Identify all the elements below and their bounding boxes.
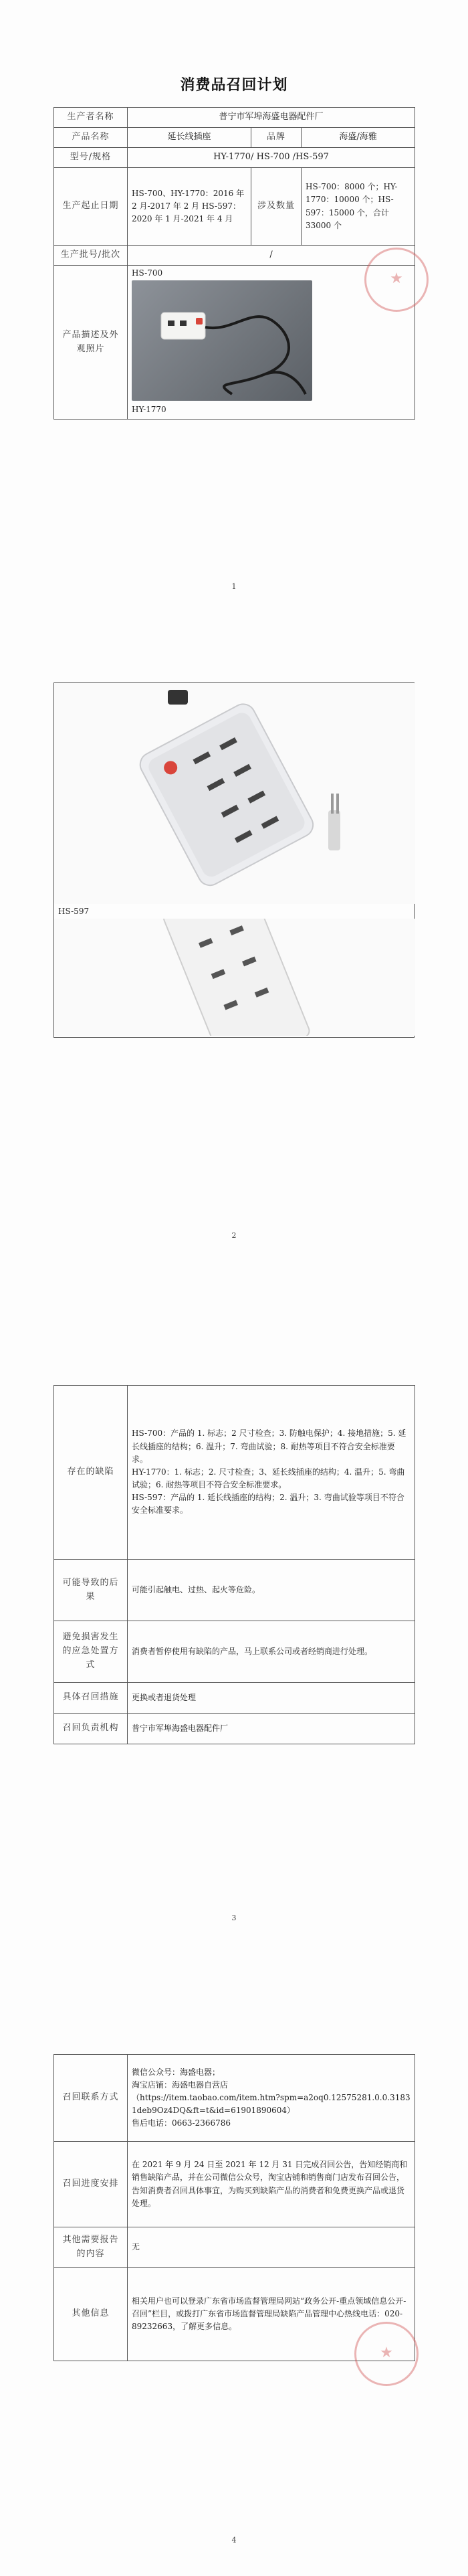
taobao-link[interactable]: （https://item.taobao.com/item.htm?spm=a2oq0.12575281.0.0.31831deb9Oz4DQ&ft=t&id=61901890604）: [132, 2092, 411, 2116]
schedule-label: 召回进度安排: [54, 2142, 128, 2227]
production-dates-label: 生产起止日期: [54, 168, 128, 246]
page-number-1: 1: [231, 582, 237, 591]
emergency-value: 消费者暂停使用有缺陷的产品，马上联系公司或者经销商进行处理。: [128, 1621, 415, 1683]
photo-caption-hs597: HS-597: [58, 907, 90, 916]
manufacturer-label: 生产者名称: [54, 108, 128, 128]
recall-table-page3: [53, 1385, 415, 1744]
product-photo-label: 产品描述及外观照片: [54, 266, 128, 420]
other-info-value: 相关用户也可以登录广东省市场监督管理局网站“政务公开-重点领域信息公开-召回”栏目，或拨打广东省市场监督管理局缺陷产品管理中心热线电话：020-89232663，了解更多信息。: [128, 2268, 415, 2361]
schedule-value: 在 2021 年 9 月 24 日至 2021 年 12 月 31 日完成召回公告，告知经销商和销售缺陷产品，并在公司微信公众号，淘宝店铺和销售商门店发布召回公告，告知消费者召回具体事宜，为购买到缺陷产品的消费者和免费更换产品或退货处理。: [128, 2142, 415, 2227]
emergency-label: 避免损害发生的应急处置方式: [54, 1621, 128, 1683]
production-dates-value: HS-700、HY-1770：2016 年 2 月-2017 年 2 月 HS-597：2020 年 1 月-2021 年 4 月: [128, 168, 251, 246]
batch-value: /: [128, 246, 415, 266]
official-seal-stamp-2: [354, 2322, 419, 2386]
defect-hs700: HS-700：产品的 1. 标志；2 尺寸检查；3. 防触电保护；4. 接地措施；5. 延长线插座的结构；6. 温升；7. 弯曲试验；8. 耐热等项目不符合安全标准要求。: [132, 1429, 406, 1464]
defect-hy1770: HY-1770：1. 标志；2. 尺寸检查；3、延长线插座的结构；4. 温升；5. 弯曲试验；6. 耐热等项目不符合安全标准要求。: [132, 1467, 405, 1490]
brand-label: 品牌: [251, 128, 302, 148]
brand-value: 海盛/海雅: [302, 128, 415, 148]
wechat-account: 微信公众号：海盛电器；: [132, 2067, 221, 2077]
svg-text:★: ★: [380, 2344, 393, 2361]
product-photo-hy1770: [54, 683, 415, 904]
recall-table-page4: [53, 2054, 415, 2361]
recall-measures-value: 更换或者退货处理: [128, 1683, 415, 1714]
consequences-label: 可能导致的后果: [54, 1560, 128, 1621]
model-label: 型号/规格: [54, 148, 128, 168]
batch-label: 生产批号/批次: [54, 246, 128, 266]
responsible-agency-label: 召回负责机构: [54, 1714, 128, 1744]
quantity-value: HS-700：8000 个；HY-1770：10000 个；HS-597：15000 个，合计 33000 个: [302, 168, 415, 246]
recall-table-page1: [53, 107, 415, 420]
other-info-label: 其他信息: [54, 2268, 128, 2361]
page-number-3: 3: [231, 1914, 237, 1922]
product-photo-hs700: [132, 280, 312, 401]
product-photo-hs597: [54, 919, 415, 1036]
consequences-value: 可能引起触电、过热、起火等危险。: [128, 1560, 415, 1621]
taobao-store: 淘宝店铺：海盛电器自营店: [132, 2080, 229, 2090]
defects-label: 存在的缺陷: [54, 1386, 128, 1560]
other-report-value: 无: [128, 2227, 415, 2268]
other-report-label: 其他需要报告的内容: [54, 2227, 128, 2268]
model-value: HY-1770/ HS-700 /HS-597: [128, 148, 415, 168]
product-name-label: 产品名称: [54, 128, 128, 148]
product-name-value: 延长线插座: [128, 128, 251, 148]
contact-label: 召回联系方式: [54, 2055, 128, 2142]
svg-text:★: ★: [390, 270, 403, 287]
page-title: 消费品召回计划: [180, 77, 288, 94]
defect-hs597: HS-597：产品的 1. 延长线插座的结构；2. 温升；3. 弯曲试验等项目不符合安全标准要求。: [132, 1493, 404, 1515]
manufacturer-value: 普宁市军埠海盛电器配件厂: [128, 108, 415, 128]
page-number-2: 2: [231, 1231, 237, 1240]
quantity-label: 涉及数量: [251, 168, 302, 246]
photo-caption-hy1770: HY-1770: [132, 404, 166, 414]
photo-table-page2: [53, 682, 415, 1038]
service-phone: 售后电话：0663-2366786: [132, 2118, 231, 2128]
page-number-4: 4: [231, 2536, 237, 2545]
recall-measures-label: 具体召回措施: [54, 1683, 128, 1714]
responsible-agency-value: 普宁市军埠海盛电器配件厂: [128, 1714, 415, 1744]
photo-caption-hs700: HS-700: [132, 268, 163, 278]
official-seal-stamp: [364, 248, 429, 312]
